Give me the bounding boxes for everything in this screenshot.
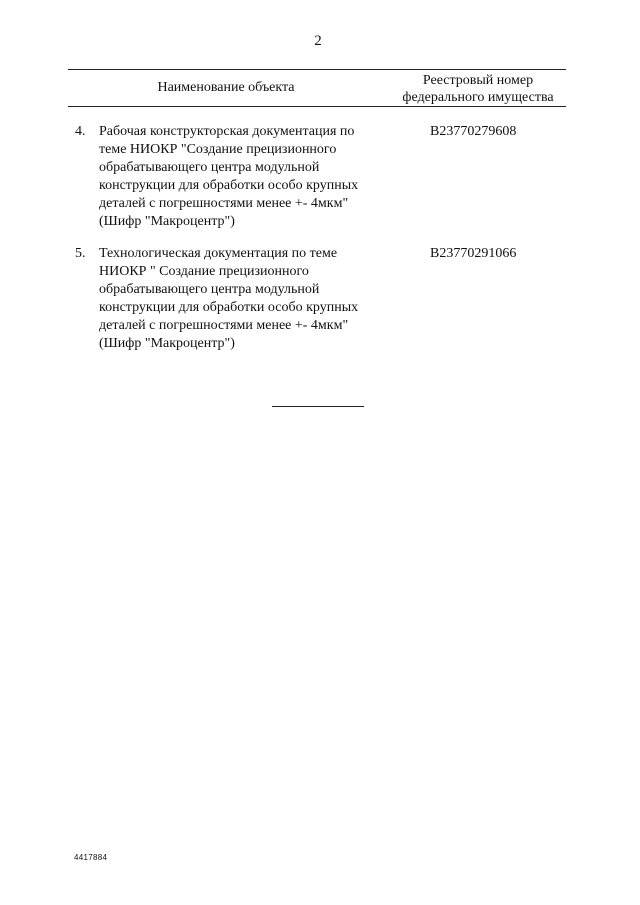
- item-description-line: конструкции для обработки особо крупных: [99, 178, 359, 193]
- item-number: 4.: [75, 124, 86, 139]
- item-description-line: деталей с погрешностями менее +- 4мкм": [99, 196, 349, 211]
- page-number: 2: [314, 33, 322, 49]
- item-description-line: обрабатывающего центра модульной: [99, 282, 320, 297]
- column-header-object-name: Наименование объекта: [157, 80, 295, 95]
- table-header: [68, 69, 566, 107]
- item-description-line: Рабочая конструкторская документация по: [99, 124, 355, 139]
- item-registry-code: В23770291066: [430, 246, 517, 261]
- item-description-line: теме НИОКР "Создание прецизионного: [99, 142, 337, 157]
- column-header-registry-line-1: Реестровый номер: [422, 73, 534, 88]
- item-number: 5.: [75, 246, 86, 261]
- column-header-registry-number: [390, 72, 566, 106]
- item-description-line: конструкции для обработки особо крупных: [99, 300, 359, 315]
- item-description: [99, 123, 399, 231]
- item-description-line: НИОКР " Создание прецизионного: [99, 264, 309, 279]
- item-registry-code: В23770279608: [430, 124, 517, 139]
- document-code: 4417884: [74, 853, 108, 862]
- item-description-line: обрабатывающего центра модульной: [99, 160, 320, 175]
- item-description-line: (Шифр "Макроцентр"): [99, 336, 235, 351]
- item-description: [99, 245, 399, 353]
- table-row: [68, 245, 566, 355]
- column-header-registry-line-2: федерального имущества: [402, 90, 554, 105]
- table-row: [68, 123, 566, 233]
- item-description-line: Технологическая документация по теме: [99, 246, 338, 261]
- item-description-line: (Шифр "Макроцентр"): [99, 214, 235, 229]
- item-description-line: деталей с погрешностями менее +- 4мкм": [99, 318, 349, 333]
- end-divider: [272, 406, 364, 407]
